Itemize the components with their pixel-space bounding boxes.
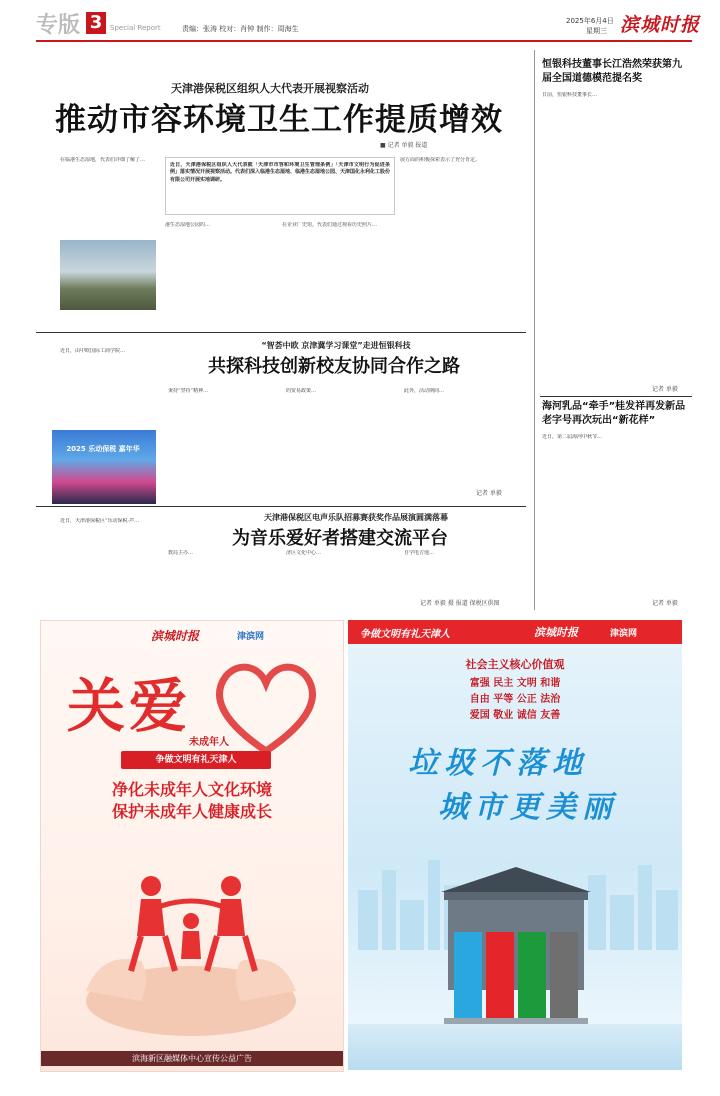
family-illustration: [81, 841, 301, 1041]
event-photo-caption: 2025 乐动保税 嘉年华: [66, 445, 140, 453]
section-label: 专版: [36, 13, 81, 38]
second-col-3: 的贸易政策…: [286, 388, 317, 394]
values-title: 社会主义核心价值观: [465, 658, 565, 671]
lead-col-4: 展方面的积极探索表示了充分肯定。: [400, 157, 481, 163]
values-line-1: 富强 民主 文明 和谐: [469, 678, 561, 689]
section-tag: Special Report: [110, 24, 161, 32]
lead-divider: [36, 332, 526, 333]
right-headline-2: 海河乳品“牵手”桂发祥再发新品 老字号再次玩出“新花样”: [542, 401, 686, 426]
ad-left-line2: 保护未成年人健康成长: [111, 802, 272, 821]
third-col-1: 近日，天津港保税区“乐动保税·声…: [60, 518, 140, 524]
second-kicker: “智荟中欧 京津冀学习课堂”走进恒银科技: [261, 341, 411, 350]
third-col-3: 济区文化中心…: [286, 550, 322, 556]
ad-right-campaign: 争做文明有礼天津人: [360, 629, 450, 640]
third-kicker: 天津港保税区电声乐队招募赛获奖作品展演圆满落幕: [264, 513, 448, 522]
right-body-2: 近日，第二届海河中秋节…: [542, 434, 603, 440]
lead-byline: ■ 记者 单毅 报道: [380, 142, 428, 149]
issue-date: 2025年6月4日: [566, 17, 614, 25]
third-col-2: 教局主办…: [168, 550, 194, 556]
lead-kicker: 天津港保税区组织人大代表开展视察活动: [171, 82, 369, 95]
second-col-4: 此外，活动期间…: [404, 388, 445, 394]
lead-title: 推动市容环境卫生工作提质增效: [55, 102, 503, 138]
ad-right-partner: 津滨网: [610, 629, 638, 639]
third-col-4: 自学电吉他…: [404, 550, 435, 556]
second-byline: 记者 单毅: [476, 490, 502, 497]
second-title: 共探科技创新校友协同合作之路: [208, 356, 460, 377]
ad-left-sub1: 未成年人: [189, 737, 229, 748]
right-byline-2: 记者 单毅: [652, 600, 678, 607]
right-byline-1: 记者 单毅: [652, 386, 678, 393]
header-rule: [36, 40, 692, 42]
lead-photo: [60, 240, 156, 310]
issue-weekday: 星期三: [586, 27, 607, 35]
waste-bin-station: [436, 862, 596, 1042]
right-body-1: 日前，恒银科技董事长…: [542, 92, 598, 98]
lead-col-1: 在临港生态湿地，代表们详细了解了…: [60, 157, 146, 163]
ad-left-line1: 净化未成年人文化环境: [111, 780, 272, 799]
ad-right-ground: [348, 1024, 682, 1070]
event-photo: [52, 430, 156, 504]
masthead-logo: 滨城时报: [620, 14, 701, 36]
second-col-1: 近日，由中欧国际工商学院…: [60, 348, 126, 354]
lead-summary-box: [165, 157, 395, 215]
ad-left: [40, 620, 344, 1072]
right-column-rule: [534, 50, 535, 610]
right-divider: [540, 396, 692, 397]
ad-right-brand: 滨城时报: [534, 626, 578, 639]
ad-left-sub2: 争做文明有礼天津人: [121, 751, 271, 769]
editor-line: 责编：张涛 校对：肖钟 制作：周海生: [182, 25, 299, 33]
second-col-2: 秉持“坚持”精神…: [168, 388, 209, 394]
values-line-2: 自由 平等 公正 法治: [469, 694, 561, 705]
values-line-3: 爱国 敬业 诚信 友善: [469, 710, 561, 721]
ad-left-footer: 滨海新区融媒体中心宣传公益广告: [41, 1051, 343, 1066]
ad-right-slogan-2: 城市更美丽: [438, 790, 618, 825]
page-number: 3: [86, 12, 106, 34]
lead-col-2: 港生态湿地公园的…: [165, 222, 211, 228]
ad-left-headline: 关爱: [67, 672, 192, 740]
third-title: 为音乐爱好者搭建交流平台: [232, 528, 448, 549]
second-divider: [36, 506, 526, 507]
lead-summary: 近日，天津港保税区组织人大代表就「天津市市容和环境卫生管理条例」「天津市文明行为促进条例」落实情况开展视察活动。代表们深入临港生态湿地、临港生态湿地公园、天津国化永利化工股份有限公司开展实地调研。: [170, 162, 390, 183]
ad-left-brand: 滨城时报: [151, 629, 200, 643]
ad-right-slogan-1: 垃圾不落地: [408, 746, 588, 781]
ad-right: [348, 620, 682, 1070]
lead-col-3: 在企业厂史馆，代表们通过观看历史照片…: [282, 222, 378, 228]
third-byline: 记者 单毅 摄 报道 保税区供图: [420, 600, 500, 607]
ad-left-partner: 津滨网: [237, 632, 265, 642]
right-headline-1: 恒银科技董事长江浩然荣获第九届全国道德模范提名奖: [542, 59, 682, 84]
